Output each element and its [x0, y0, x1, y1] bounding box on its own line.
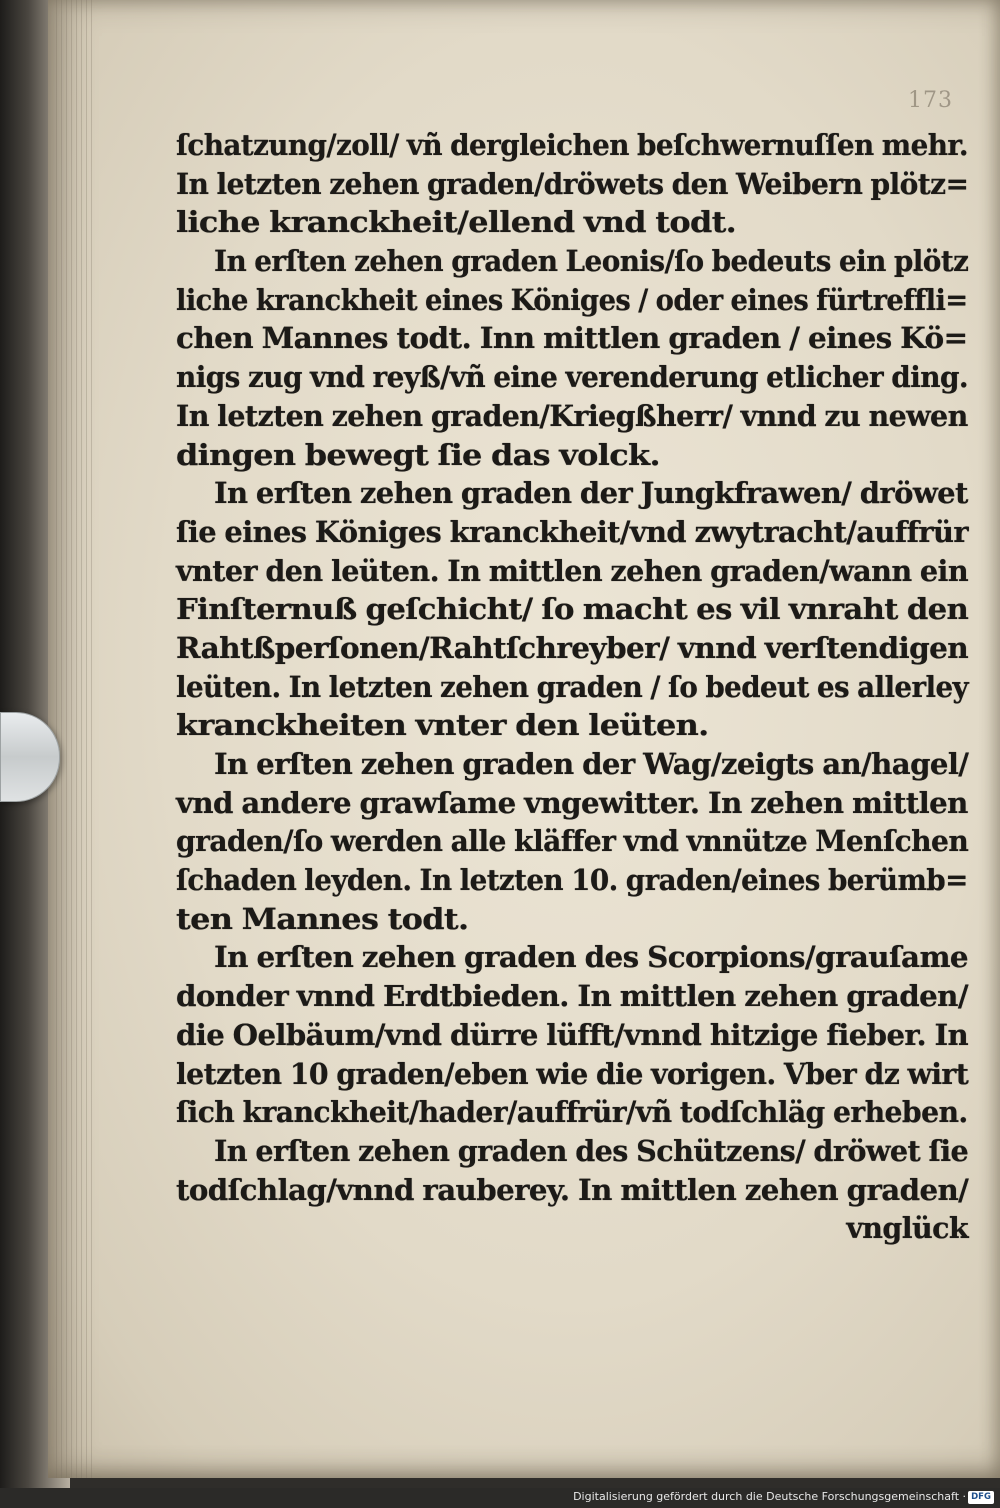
text-line: leüten. In letzten zehen graden / ſo bedeut es allerley — [176, 669, 969, 704]
text-line: ten Mannes todt. — [176, 901, 469, 936]
text-line: vnd andere grawſame vngewitter. In zehen mittlen — [176, 785, 968, 820]
text-line: chen Mannes todt. Inn mittlen graden / eines Kö= — [176, 321, 968, 356]
folio-number: 173 — [908, 88, 953, 113]
text-line: ſchatzung/zoll/ vñ dergleichen beſchwernuſſen mehr. — [176, 128, 969, 162]
text-line: todſchlag/vnnd rauberey. In mittlen zehen graden/ — [176, 1172, 969, 1207]
text-line: Finſternuß geſchicht/ ſo macht es vil vnraht den — [176, 592, 969, 627]
text-line: In letzten zehen graden/Kriegßherr/ vnnd zu newen — [176, 398, 968, 433]
text-line: In erſten zehen graden der Wag/zeigts an/hagel/ — [214, 747, 969, 781]
text-line: Rahtßperſonen/Rahtſchreyber/ vnnd verſtendigen — [176, 630, 969, 665]
text-line: liche kranckheit/ellend vnd todt. — [176, 205, 737, 240]
text-line: dingen bewegt ſie das volck. — [176, 437, 660, 472]
text-line: donder vnnd Erdtbieden. In mittlen zehen graden/ — [176, 979, 968, 1014]
text-line: nigs zug vnd reyß/vñ eine verenderung etlicher ding. — [176, 360, 969, 395]
text-line: die Oelbäum/vnd dürre lüfft/vnnd hitzige fieber. In — [176, 1017, 969, 1052]
text-line: In letzten zehen graden/dröwets den Weibern plötz= — [176, 166, 969, 201]
text-line: ſchaden leyden. In letzten 10. graden/eines berümb= — [176, 863, 968, 898]
funding-credit: Digitalisierung gefördert durch die Deutsche Forschungsgemeinschaft · — [573, 1490, 966, 1503]
text-line: liche kranckheit eines Königes / oder eines fürtreffli= — [176, 282, 968, 317]
catchword: vnglück — [846, 1211, 968, 1246]
text-line: In erſten zehen graden des Scorpions/grauſame — [214, 940, 968, 975]
text-line: In erſten zehen graden des Schützens/ dröwet ſie — [214, 1133, 969, 1168]
text-line: letzten 10 graden/eben wie die vorigen. Vber dz wirt — [176, 1056, 969, 1091]
page-edge-stack — [56, 0, 96, 1478]
text-line: In erſten zehen graden der Jungkfrawen/ dröwet — [214, 476, 968, 511]
text-line: In erſten zehen graden Leonis/ſo bedeuts ein plötz — [214, 244, 969, 279]
text-line: ſich kranckheit/hader/auffrür/vñ todſchläg erheben. — [176, 1095, 968, 1130]
text-block — [176, 126, 968, 1248]
text-line: graden/ſo werden alle kläffer vnd vnnütze Menſchen — [176, 824, 969, 859]
text-line: kranckheiten vnter den leüten. — [176, 708, 709, 743]
text-line: vnter den leüten. In mittlen zehen graden/wann ein — [176, 553, 969, 588]
dfg-logo: DFG — [968, 1491, 994, 1504]
text-line: ſie eines Königes kranckheit/vnd zwytracht/auffrür — [176, 514, 969, 549]
